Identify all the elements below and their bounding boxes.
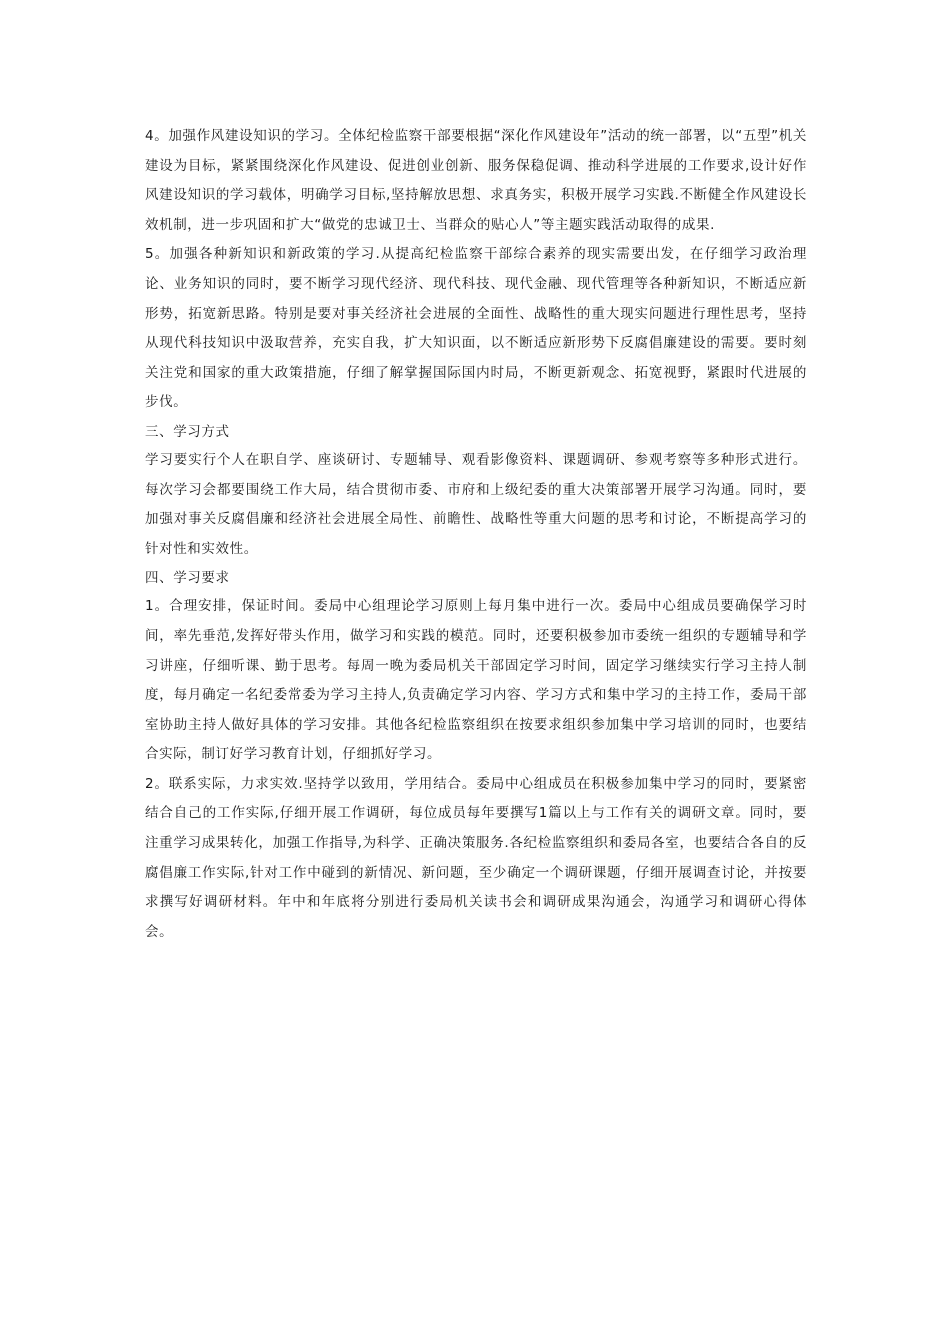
paragraph-item-5: 5。加强各种新知识和新政策的学习.从提高纪检监察干部综合素养的现实需要出发，在仔细学习政治理论、业务知识的同时，要不断学习现代经济、现代科技、现代金融、现代管理等各种新知识，不断适应新形势，拓宽新思路。特别是要对事关经济社会进展的全面性、战略性的重大现实问题进行理性思考，坚持从现代科技知识中汲取营养，充实自我，扩大知识面，以不断适应新形势下反腐倡廉建设的需要。要时刻关注党和国家的重大政策措施，仔细了解掌握国际国内时局，不断更新观念、拓宽视野，紧跟时代进展的步伐。 [145, 246, 807, 411]
document-body [145, 122, 807, 947]
paragraph-study-methods: 学习要实行个人在职自学、座谈研讨、专题辅导、观看影像资料、课题调研、参观考察等多种形式进行。每次学习会都要围绕工作大局，结合贯彻市委、市府和上级纪委的重大决策部署开展学习沟通。同时，要加强对事关反腐倡廉和经济社会进展全局性、前瞻性、战略性等重大问题的思考和讨论，不断提高学习的针对性和实效性。 [145, 451, 807, 557]
paragraph-item-4: 4。加强作风建设知识的学习。全体纪检监察干部要根据“深化作风建设年”活动的统一部署，以“五型”机关建设为目标，紧紧围绕深化作风建设、促进创业创新、服务保稳促调、推动科学进展的工作要求,设计好作风建设知识的学习载体，明确学习目标,坚持解放思想、求真务实，积极开展学习实践.不断健全作风建设长效机制，进一步巩固和扩大“做党的忠诚卫士、当群众的贴心人”等主题实践活动取得的成果. [145, 128, 807, 233]
paragraph-requirement-1: 1。合理安排，保证时间。委局中心组理论学习原则上每月集中进行一次。委局中心组成员要确保学习时间，率先垂范,发挥好带头作用，做学习和实践的模范。同时，还要积极参加市委统一组织的专题辅导和学习讲座，仔细听课、勤于思考。每周一晚为委局机关干部固定学习时间，固定学习继续实行学习主持人制度，每月确定一名纪委常委为学习主持人,负责确定学习内容、学习方式和集中学习的主持工作，委局干部室协助主持人做好具体的学习安排。其他各纪检监察组织在按要求组织参加集中学习培训的同时，也要结合实际，制订好学习教育计划，仔细抓好学习。 [145, 598, 807, 763]
section-heading-study-requirements: 四、学习要求 [145, 570, 230, 587]
paragraph-requirement-2: 2。联系实际，力求实效.坚持学以致用，学用结合。委局中心组成员在积极参加集中学习的同时，要紧密结合自己的工作实际,仔细开展工作调研，每位成员每年要撰写1篇以上与工作有关的调研文章。同时，要注重学习成果转化，加强工作指导,为科学、正确决策服务.各纪检监察组织和委局各室，也要结合各自的反腐倡廉工作实际,针对工作中碰到的新情况、新问题，至少确定一个调研课题，仔细开展调查讨论，并按要求撰写好调研材料。年中和年底将分别进行委局机关读书会和调研成果沟通会，沟通学习和调研心得体会。 [145, 775, 807, 940]
section-heading-study-methods: 三、学习方式 [145, 423, 230, 440]
